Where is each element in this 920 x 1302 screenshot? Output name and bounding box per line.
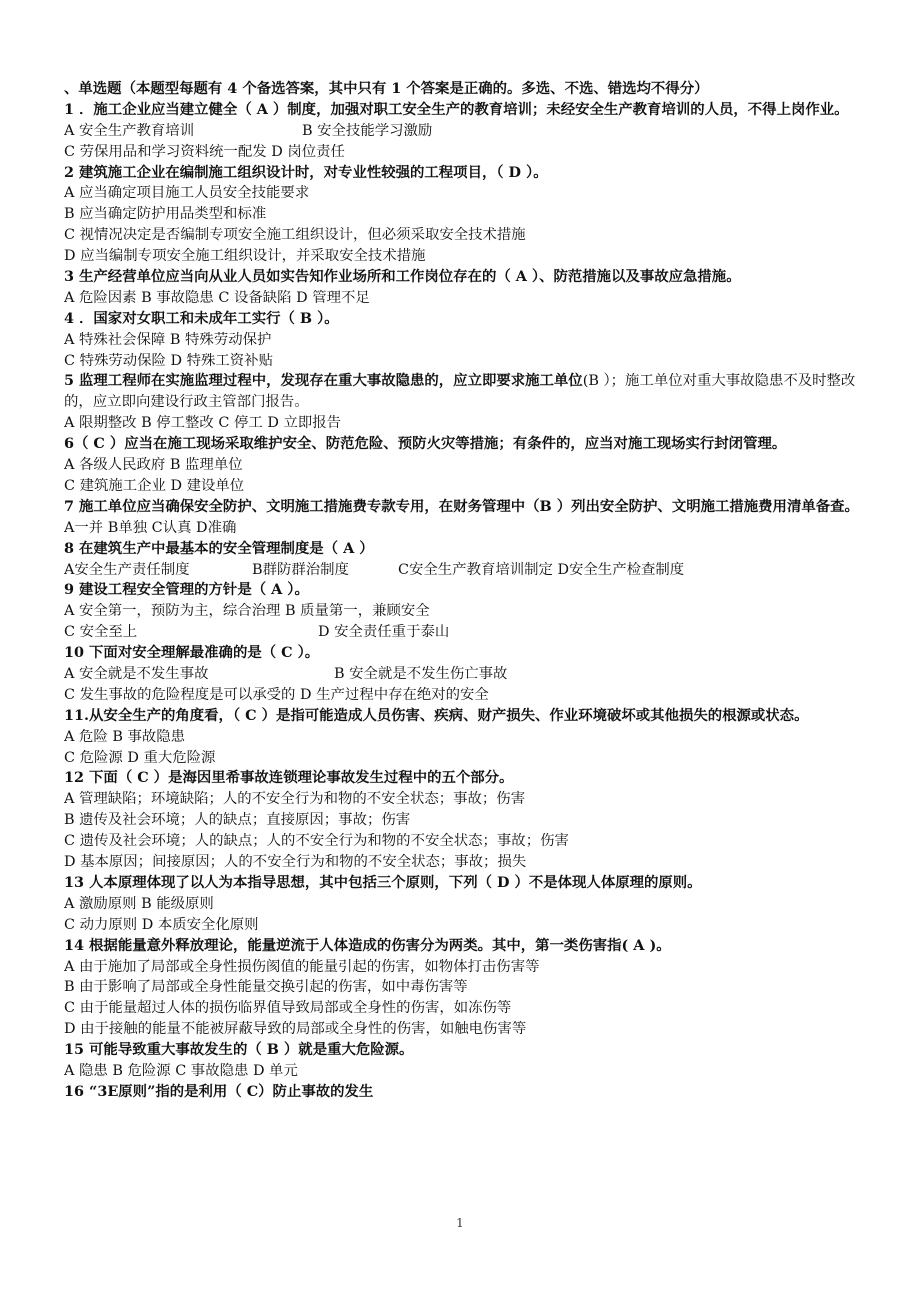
question-11-options-ab: A 危险 B 事故隐患 — [64, 728, 186, 745]
question-1-option-a: A 安全生产教育培训 — [64, 122, 195, 139]
question-4-stem: 4 ．国家对女职工和未成年工实行（ B ）。 — [64, 309, 339, 327]
question-8-stem: 8 在建筑生产中最基本的安全管理制度是（ A ） — [64, 539, 374, 557]
question-10-options-ab — [64, 664, 859, 685]
question-5-options: A 限期整改 B 停工整改 C 停工 D 立即报告 — [64, 415, 342, 432]
question-2-stem: 2 建筑施工企业在编制施工组织设计时，对专业性较强的工程项目，（ D ）。 — [64, 163, 548, 181]
question-2-option-a: A 应当确定项目施工人员安全技能要求 — [64, 185, 310, 202]
question-10-option-a: A 安全就是不发生事故 — [64, 666, 209, 683]
question-5-stem-rest: (B ）；施工单位对重大事故隐患不及时整改的，应立即向建设行政主管部门报告。 — [64, 373, 856, 411]
question-6-options-ab: A 各级人民政府 B 监理单位 — [64, 457, 243, 474]
question-14-stem: 14 根据能量意外释放理论，能量逆流于人体造成的伤害分为两类。其中，第一类伤害指( A )。 — [64, 936, 671, 954]
question-2-option-d: D 应当编制专项安全施工组织设计，并采取安全技术措施 — [64, 248, 426, 265]
question-list — [64, 79, 859, 1103]
question-5-stem-bold: 5 监理工程师在实施监理过程中，发现存在重大事故隐患的，应立即要求施工单位 — [64, 372, 583, 390]
question-15-options: A 隐患 B 危险源 C 事故隐患 D 单元 — [64, 1062, 298, 1079]
question-3-options: A 危险因素 B 事故隐患 C 设备缺陷 D 管理不足 — [64, 289, 370, 306]
question-12-stem: 12 下面（ C ）是海因里希事故连锁理论事故发生过程中的五个部分。 — [64, 769, 514, 787]
question-2-option-c: C 视情况决定是否编制专项安全施工组织设计，但必须采取安全技术措施 — [64, 227, 526, 244]
question-10-options-cd: C 发生事故的危险程度是可以承受的 D 生产过程中存在绝对的安全 — [64, 686, 489, 703]
question-9-stem: 9 建设工程安全管理的方针是（ A ）。 — [64, 581, 309, 599]
question-12-option-b: B 遗传及社会环境；人的缺点；直接原因；事故；伤害 — [64, 812, 411, 829]
question-10-option-b: B 安全就是不发生伤亡事故 — [334, 666, 508, 683]
question-3-stem: 3 生产经营单位应当向从业人员如实告知作业场所和工作岗位存在的（ A ）、防范措施以及事故应急措施。 — [64, 268, 741, 286]
question-14-option-d: D 由于接触的能量不能被屏蔽导致的局部或全身性的伤害，如触电伤害等 — [64, 1021, 527, 1038]
question-9-option-c: C 安全至上 — [64, 624, 138, 641]
question-11-stem: 11.从安全生产的角度看，（ C ）是指可能造成人员伤害、疾病、财产损失、作业环境破坏或其他损失的根源或状态。 — [64, 706, 809, 724]
question-14-option-b: B 由于影响了局部或全身性能量交换引起的伤害，如中毒伤害等 — [64, 979, 468, 996]
question-5-stem — [64, 371, 859, 413]
question-12-option-d: D 基本原因；间接原因；人的不安全行为和物的不安全状态；事故；损失 — [64, 854, 527, 871]
question-11-options-cd: C 危险源 D 重大危险源 — [64, 749, 216, 766]
question-1-options-ab — [64, 121, 859, 142]
question-6-stem: 6（ C ）应当在施工现场采取维护安全、防范危险、预防火灾等措施；有条件的，应当对施工现场实行封闭管理。 — [64, 435, 787, 453]
question-13-options-cd: C 动力原则 D 本质安全化原则 — [64, 916, 259, 933]
question-14-option-c: C 由于能量超过人体的损伤临界值导致局部或全身性的伤害，如冻伤等 — [64, 1000, 512, 1017]
question-15-stem: 15 可能导致重大事故发生的（ B ）就是重大危险源。 — [64, 1041, 414, 1059]
question-12-option-a: A 管理缺陷；环境缺陷；人的不安全行为和物的不安全状态；事故；伤害 — [64, 791, 526, 808]
section-header: 、单选题（本题型每题有 4 个备选答案，其中只有 1 个答案是正确的。多选、不选、错选均不得分） — [64, 80, 709, 97]
page-number: 1 — [456, 1216, 464, 1230]
question-2-option-b: B 应当确定防护用品类型和标准 — [64, 206, 267, 223]
question-8-options — [64, 560, 859, 581]
question-10-stem: 10 下面对安全理解最准确的是（ C ）。 — [64, 644, 320, 662]
question-6-options-cd: C 建筑施工企业 D 建设单位 — [64, 477, 245, 494]
question-7-options: A一并 B单独 C认真 D准确 — [64, 519, 237, 536]
question-8-option-b: B群防群治制度 — [252, 561, 349, 578]
question-1-option-b: B 安全技能学习激励 — [302, 122, 433, 139]
question-8-options-cd: C安全生产教育培训制定 D安全生产检查制度 — [398, 561, 685, 578]
question-4-options-cd: C 特殊劳动保险 D 特殊工资补贴 — [64, 352, 273, 369]
question-9-option-d: D 安全责任重于泰山 — [318, 624, 450, 641]
question-1-options-cd: C 劳保用品和学习资料统一配发 D 岗位责任 — [64, 143, 345, 160]
question-13-stem: 13 人本原理体现了以人为本指导思想，其中包括三个原则，下列（ D ）不是体现人体原理的原则。 — [64, 873, 702, 891]
question-14-option-a: A 由于施加了局部或全身性损伤阂值的能量引起的伤害，如物体打击伤害等 — [64, 958, 540, 975]
question-16-stem: 16 “3E原则”指的是利用（ C）防止事故的发生 — [64, 1082, 374, 1100]
question-1-stem: 1 ．施工企业应当建立健全（ A ）制度，加强对职工安全生产的教育培训；未经安全生产教育培训的人员，不得上岗作业。 — [64, 100, 849, 118]
question-9-options-ab: A 安全第一，预防为主，综合治理 B 质量第一，兼顾安全 — [64, 603, 430, 620]
question-12-option-c: C 遗传及社会环境；人的缺点；人的不安全行为和物的不安全状态；事故；伤害 — [64, 833, 569, 850]
question-9-options-cd — [64, 622, 859, 643]
question-4-options-ab: A 特殊社会保障 B 特殊劳动保护 — [64, 331, 272, 348]
question-13-options-ab: A 激励原则 B 能级原则 — [64, 895, 214, 912]
question-8-option-a: A安全生产责任制度 — [64, 561, 190, 578]
question-7-stem: 7 施工单位应当确保安全防护、文明施工措施费专款专用，在财务管理中（B ）列出安全防护、文明施工措施费用清单备查。 — [64, 497, 859, 515]
